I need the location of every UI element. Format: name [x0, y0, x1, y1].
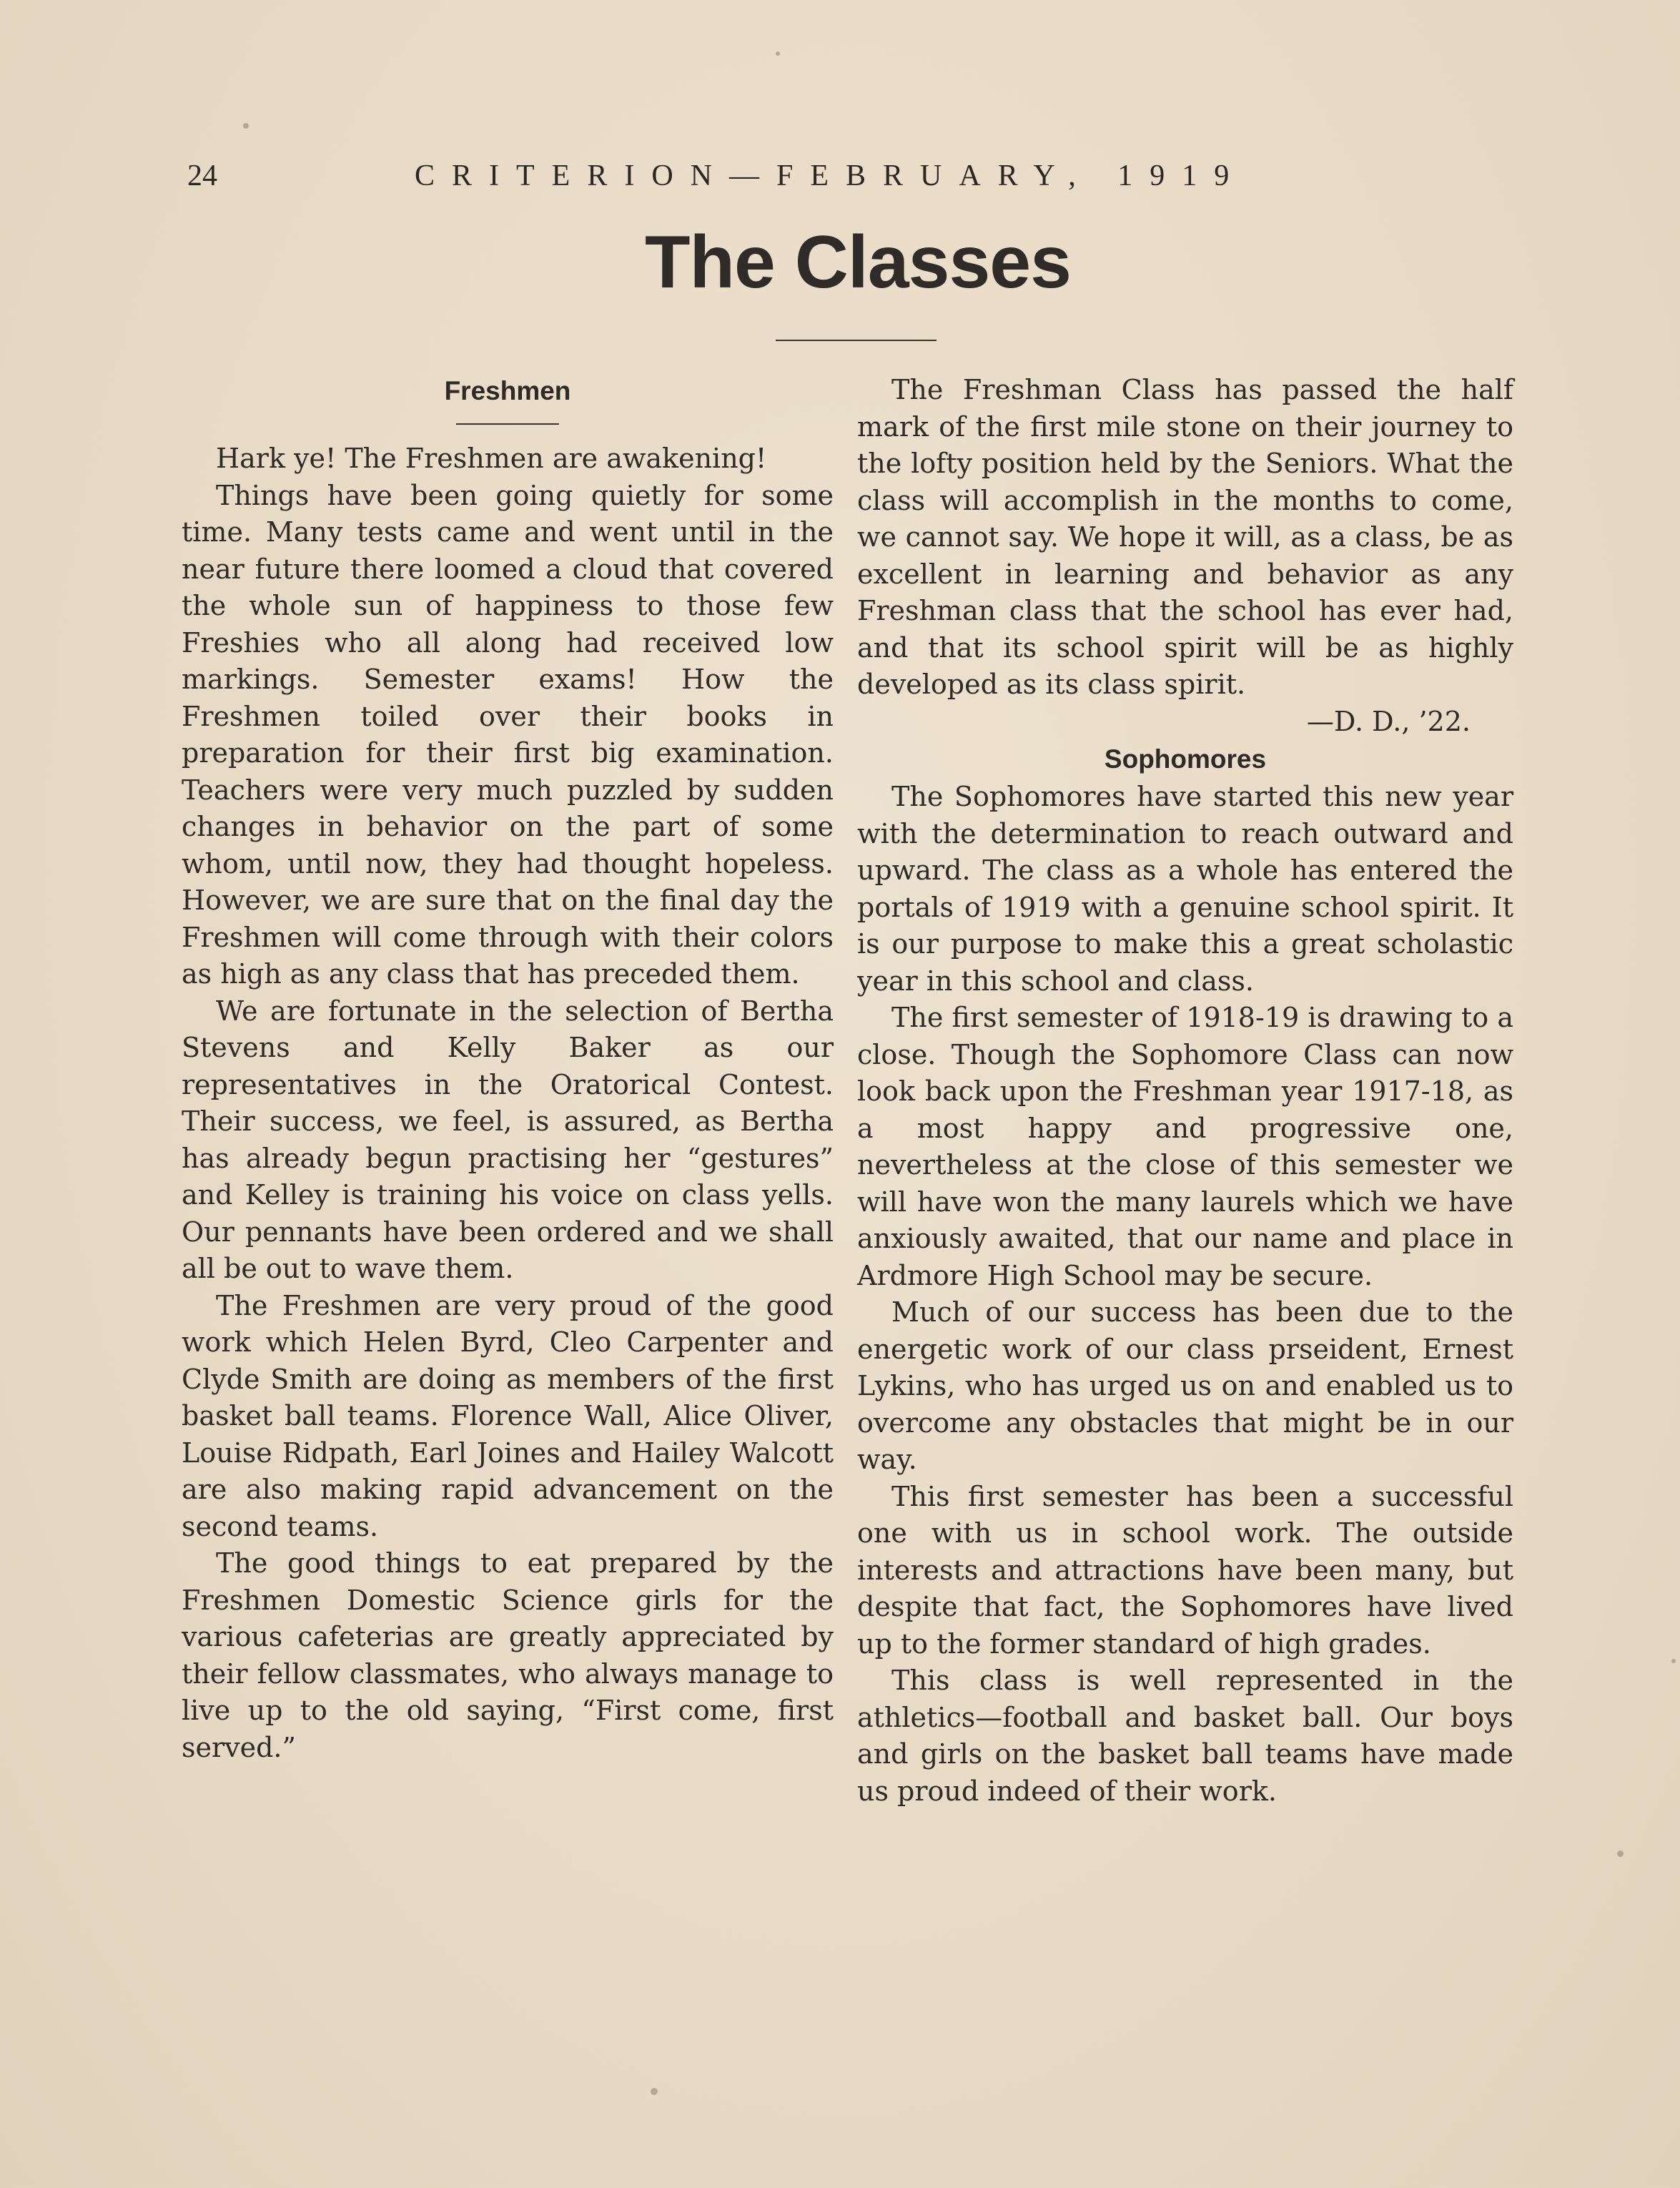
title-rule [776, 340, 937, 341]
freshmen-signature: —D. D., ’22. [1306, 705, 1471, 737]
paper-speck [776, 51, 780, 56]
sophomores-paragraph: This first semester has been a successful one with us in school work. The outside interests and attractions have been many, but despite that fact, the Sophomores have lived up to the former standard of high grades. [857, 1480, 1513, 1660]
sophomores-paragraph: The first semester of 1918-19 is drawing to a close. Though the Sophomore Class can now look back upon the Freshman year 1917-18, as a most happy and progressive one, nevertheless at the close of this semester we will have won the many laurels which we have anxiously awaited, that our name and place in Ardmore High School may be secure. [857, 1002, 1513, 1291]
sophomores-paragraph: This class is well represented in the athletics—football and basket ball. Our boys and girls on the basket ball teams have made us proud indeed of their work. [857, 1665, 1513, 1807]
paper-speck [1671, 1659, 1676, 1663]
paper-speck [651, 2088, 658, 2095]
right-column [857, 372, 1513, 1810]
freshmen-heading-rule [456, 423, 559, 425]
left-column [182, 372, 834, 1766]
sophomores-paragraph: The Sophomores have started this new year with the determination to reach outward and upward. The class as a whole has entered the portals of 1919 with a genuine school spirit. It is our purpose to make this a great scholastic year in this school and class. [857, 781, 1513, 997]
freshmen-paragraph: Hark ye! The Freshmen are awakening! [216, 443, 767, 474]
running-title: CRITERION—FEBRUARY, 1919 [415, 159, 1247, 192]
freshmen-paragraph: The Freshmen are very proud of the good work which Helen Byrd, Cleo Carpenter and Clyde Smith are doing as members of the first basket ball teams. Florence Wall, Alice Oliver, Louise Ridpath, Earl Joines and Hailey Walcott are also making rapid advancement on the second teams. [182, 1289, 834, 1542]
page-number: 24 [187, 159, 217, 192]
sophomores-heading: Sophomores [1104, 744, 1267, 774]
freshmen-heading: Freshmen [444, 376, 571, 405]
page-title: The Classes [645, 221, 1071, 304]
paper-speck [1617, 1851, 1624, 1857]
freshmen-paragraph: The Freshman Class has passed the half mark of the first mile stone on their journey to the lofty position held by the Seniors. What the class will accomplish in the months to come, we cannot say. We hope it will, as a class, be as excellent in learning and behavior as any Freshman class that the school has ever had, and that its school spirit will be as highly developed as its class spirit. [857, 374, 1513, 700]
freshmen-paragraph: Things have been going quietly for some time. Many tests came and went until in the near future there loomed a cloud that covered the whole sun of happiness to those few Freshies who all along had received low markings. Semester exams! How the Freshmen toiled over their books in preparation for their first big examination. Teachers were very much puzzled by sudden changes in behavior on the part of some whom, until now, they had thought hopeless. However, we are sure that on the final day the Freshmen will come through with their colors as high as any class that has preceded them. [182, 479, 834, 990]
paper-speck [243, 123, 249, 129]
sophomores-paragraph: Much of our success has been due to the energetic work of our class prseident, Ernest Lykins, who has urged us on and enabled us to overcome any obstacles that might be in our way. [857, 1296, 1513, 1475]
freshmen-paragraph: The good things to eat prepared by the Freshmen Domestic Science girls for the various cafeterias are greatly appreciated by their fellow classmates, who always manage to live up to the old saying, “First come, first served.” [182, 1547, 834, 1763]
freshmen-paragraph: We are fortunate in the selection of Bertha Stevens and Kelly Baker as our representatives in the Oratorical Contest. Their success, we feel, is assured, as Bertha has already begun practising her “gestures” and Kelley is training his voice on class yells. Our pennants have been ordered and we shall all be out to wave them. [182, 995, 834, 1284]
